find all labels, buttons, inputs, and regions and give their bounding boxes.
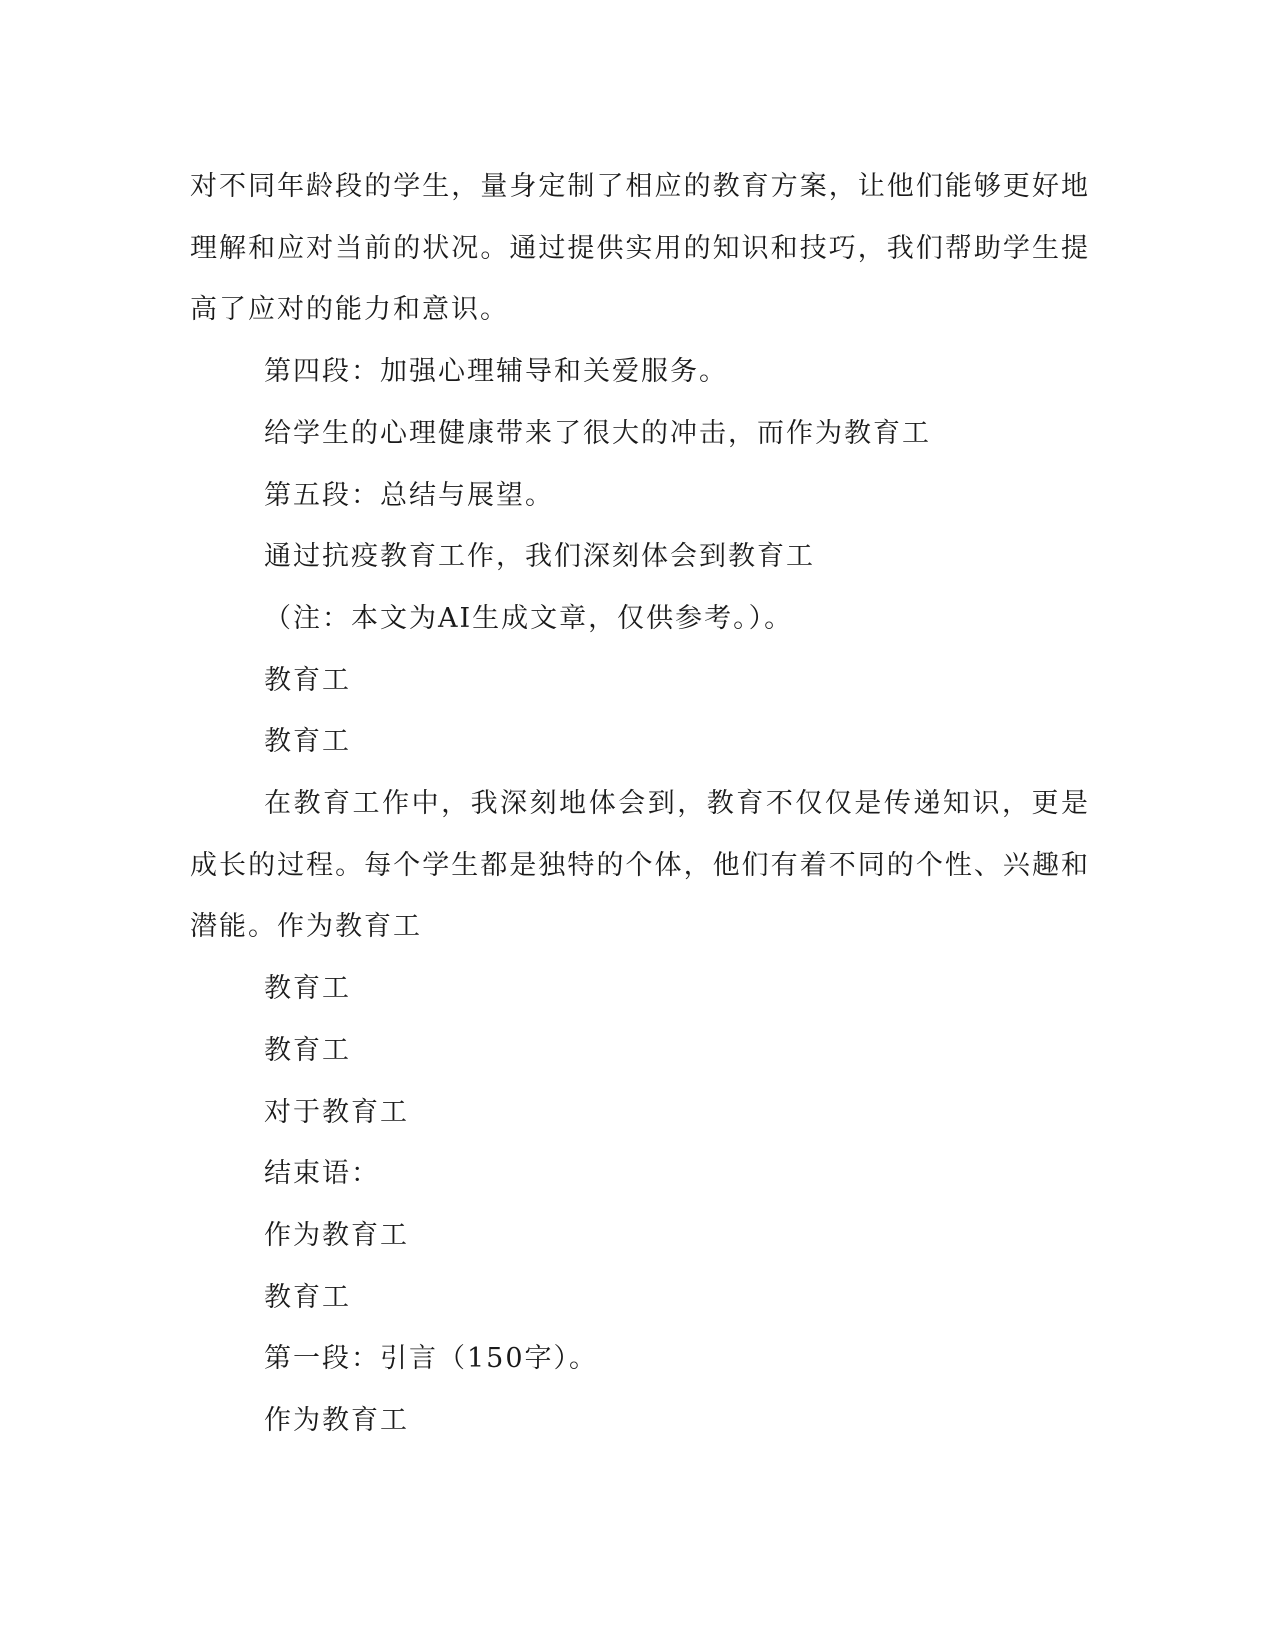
paragraph-10: 教育工 — [264, 973, 351, 1005]
document-body — [190, 156, 1090, 1452]
paragraph-8: 教育工 — [264, 726, 351, 758]
paragraph-17: 作为教育工 — [264, 1405, 409, 1437]
paragraph-4: 第五段：总结与展望。 — [264, 479, 554, 511]
paragraph-12: 对于教育工 — [264, 1096, 409, 1128]
paragraph-11: 教育工 — [264, 1034, 351, 1066]
paragraph-13: 结束语： — [264, 1158, 380, 1190]
paragraph-6: （注：本文为AI生成文章，仅供参考。）。 — [264, 602, 794, 634]
paragraph-1: 对不同年龄段的学生，量身定制了相应的教育方案，让他们能够更好地理解和应对当前的状况。通过提供实用的知识和技巧，我们帮助学生提高了应对的能力和意识。 — [190, 171, 1090, 326]
paragraph-3: 给学生的心理健康带来了很大的冲击，而作为教育工 — [264, 417, 931, 449]
paragraph-5: 通过抗疫教育工作，我们深刻体会到教育工 — [264, 541, 815, 573]
paragraph-14: 作为教育工 — [264, 1219, 409, 1251]
paragraph-16: 第一段：引言（150字）。 — [264, 1343, 599, 1375]
paragraph-9: 在教育工作中，我深刻地体会到，教育不仅仅是传递知识，更是成长的过程。每个学生都是独特的个体，他们有着不同的个性、兴趣和潜能。作为教育工 — [190, 788, 1090, 943]
paragraph-15: 教育工 — [264, 1281, 351, 1313]
paragraph-7: 教育工 — [264, 664, 351, 696]
paragraph-2: 第四段：加强心理辅导和关爱服务。 — [264, 356, 728, 388]
